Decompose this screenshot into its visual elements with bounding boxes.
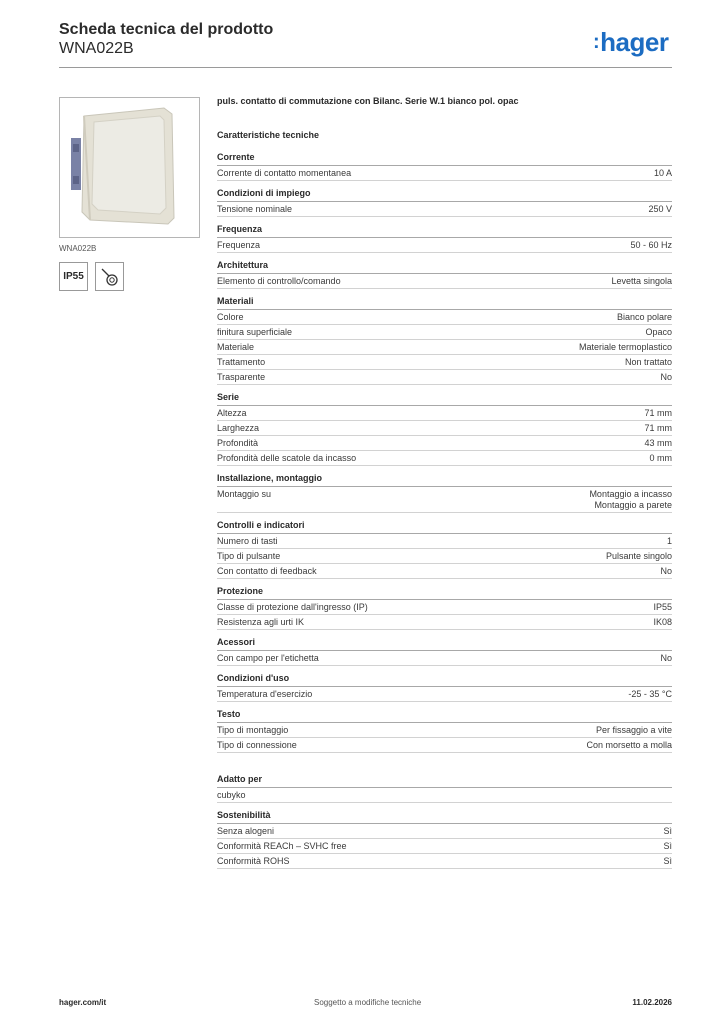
spec-value — [660, 566, 672, 577]
spec-value-line: IK08 — [653, 617, 672, 627]
spec-row — [217, 549, 672, 564]
spec-row — [217, 421, 672, 436]
spec-section — [217, 672, 672, 702]
spec-label: Frequenza — [217, 240, 261, 250]
spec-value — [628, 689, 672, 700]
section-title: Condizioni di impiego — [217, 187, 672, 202]
spec-value-line: 250 V — [648, 204, 672, 214]
spring-terminal-badge — [95, 262, 124, 291]
spec-value — [630, 240, 672, 251]
spec-label: Conformità REACh – SVHC free — [217, 841, 347, 851]
spec-row — [217, 202, 672, 217]
section-title: Frequenza — [217, 223, 672, 238]
spec-row — [217, 310, 672, 325]
spec-value — [589, 489, 672, 511]
footer-note: Soggetto a modifiche tecniche — [314, 998, 422, 1007]
product-code: WNA022B — [59, 40, 134, 57]
spec-label: Temperatura d'esercizio — [217, 689, 313, 699]
spec-sections — [217, 151, 672, 869]
spec-label: Tipo di connessione — [217, 740, 297, 750]
spec-row — [217, 824, 672, 839]
section-title: Installazione, montaggio — [217, 472, 672, 487]
spec-value — [653, 617, 672, 628]
spec-label: Trattamento — [217, 357, 266, 367]
spec-section — [217, 809, 672, 869]
spec-value — [644, 438, 672, 449]
section-title: Controlli e indicatori — [217, 519, 672, 534]
spec-section — [217, 391, 672, 466]
spec-label: cubyko — [217, 790, 246, 800]
product-image-caption: WNA022B — [59, 244, 97, 253]
spec-value-line: -25 - 35 °C — [628, 689, 672, 699]
ip-rating-badge: IP55 — [59, 262, 88, 291]
spec-label: Tipo di pulsante — [217, 551, 281, 561]
spec-section — [217, 708, 672, 753]
spec-value-line: Opaco — [645, 327, 672, 337]
spec-value-line: 71 mm — [644, 423, 672, 433]
tech-specs-heading: Caratteristiche tecniche — [217, 130, 320, 140]
spec-value — [663, 826, 672, 837]
spec-label: Colore — [217, 312, 244, 322]
section-title: Protezione — [217, 585, 672, 600]
spec-value-line: Con morsetto a molla — [586, 740, 672, 750]
spec-label: Trasparente — [217, 372, 266, 382]
spec-value — [650, 453, 673, 464]
spec-label: Con campo per l'etichetta — [217, 653, 319, 663]
spec-value-line: Bianco polare — [616, 312, 672, 322]
spec-row — [217, 839, 672, 854]
spec-row — [217, 340, 672, 355]
spec-label: Classe di protezione dall'ingresso (IP) — [217, 602, 368, 612]
spec-value-line: Non trattato — [624, 357, 672, 367]
section-title: Corrente — [217, 151, 672, 166]
page-title: Scheda tecnica del prodotto — [59, 21, 274, 38]
spec-label: Tensione nominale — [217, 204, 293, 214]
spec-label: Elemento di controllo/comando — [217, 276, 341, 286]
spec-value — [586, 740, 672, 751]
spec-row — [217, 370, 672, 385]
logo-dots-icon: : — [593, 31, 600, 53]
spring-terminal-icon — [98, 265, 122, 289]
spec-value-line: 0 mm — [649, 453, 672, 463]
spec-value — [644, 423, 672, 434]
spec-section — [217, 773, 672, 803]
header-divider — [59, 67, 672, 68]
spec-section — [217, 223, 672, 253]
spec-value-line: 50 - 60 Hz — [630, 240, 672, 250]
spec-value-line: Montaggio a parete — [594, 500, 672, 510]
spec-section — [217, 519, 672, 579]
spec-value-line: No — [660, 372, 672, 382]
spec-value-line: Sì — [663, 841, 672, 851]
spec-label: Corrente di contatto momentanea — [217, 168, 352, 178]
spec-value-line: 43 mm — [644, 438, 672, 448]
spec-value — [645, 327, 672, 338]
spec-row — [217, 723, 672, 738]
spec-label: Larghezza — [217, 423, 260, 433]
spec-row — [217, 651, 672, 666]
section-title: Condizioni d'uso — [217, 672, 672, 687]
spec-value — [611, 276, 672, 287]
spec-value — [606, 551, 672, 562]
logo-text: hager — [600, 27, 669, 57]
section-title: Sostenibilità — [217, 809, 672, 824]
spec-label: Altezza — [217, 408, 247, 418]
spec-value — [644, 408, 672, 419]
spec-row — [217, 325, 672, 340]
hager-logo — [593, 27, 668, 58]
spec-value — [663, 841, 672, 852]
spec-value-line: Sì — [663, 826, 672, 836]
spec-value-line: No — [660, 653, 672, 663]
spec-value-line: Materiale termoplastico — [578, 342, 672, 352]
spec-label: Profondità delle scatole da incasso — [217, 453, 357, 463]
spec-row — [217, 687, 672, 702]
spec-row — [217, 788, 672, 803]
spec-value — [617, 312, 672, 323]
spec-value — [654, 168, 672, 179]
spec-label: Resistenza agli urti IK — [217, 617, 305, 627]
spec-section — [217, 259, 672, 289]
spec-value — [653, 602, 672, 613]
spec-row — [217, 615, 672, 630]
section-title: Adatto per — [217, 773, 672, 788]
spec-row — [217, 166, 672, 181]
spec-section — [217, 295, 672, 385]
spec-value-line: Per fissaggio a vite — [595, 725, 672, 735]
spec-row — [217, 406, 672, 421]
spec-row — [217, 436, 672, 451]
spec-value-line: Montaggio a incasso — [589, 489, 672, 499]
spec-row — [217, 854, 672, 869]
section-title: Materiali — [217, 295, 672, 310]
spec-value — [579, 342, 672, 353]
spec-value-line: IP55 — [653, 602, 672, 612]
spec-value — [648, 204, 672, 215]
spec-value-line: 10 A — [653, 168, 672, 178]
spec-row — [217, 738, 672, 753]
footer-date: 11.02.2026 — [632, 998, 672, 1007]
spec-label: Montaggio su — [217, 489, 272, 499]
spec-content — [217, 95, 672, 869]
footer-website: hager.com/it — [59, 998, 107, 1007]
spec-value — [625, 357, 672, 368]
spec-label: Con contatto di feedback — [217, 566, 317, 576]
spec-label: Numero di tasti — [217, 536, 278, 546]
product-description: puls. contatto di commutazione con Bilanc. Serie W.1 bianco pol. opac — [217, 96, 519, 106]
spec-section — [217, 472, 672, 513]
spec-section — [217, 187, 672, 217]
switch-illustration-icon — [60, 98, 199, 237]
spec-section — [217, 585, 672, 630]
spec-value — [596, 725, 672, 736]
spec-section — [217, 151, 672, 181]
spec-section — [217, 636, 672, 666]
spec-label: Senza alogeni — [217, 826, 275, 836]
spec-label: finitura superficiale — [217, 327, 293, 337]
product-image — [59, 97, 200, 238]
spec-label: Conformità ROHS — [217, 856, 290, 866]
spec-label: Materiale — [217, 342, 255, 352]
spec-row — [217, 600, 672, 615]
spec-row — [217, 534, 672, 549]
spec-label: Tipo di montaggio — [217, 725, 289, 735]
section-title: Testo — [217, 708, 672, 723]
spec-label: Profondità — [217, 438, 259, 448]
spec-value — [660, 372, 672, 383]
spec-value-line: Levetta singola — [611, 276, 672, 286]
spec-value-line: Pulsante singolo — [605, 551, 672, 561]
spec-row — [217, 274, 672, 289]
section-title: Architettura — [217, 259, 672, 274]
spec-row — [217, 238, 672, 253]
section-gap — [217, 753, 672, 767]
spec-row — [217, 451, 672, 466]
spec-value — [663, 856, 672, 867]
section-title: Serie — [217, 391, 672, 406]
spec-value-line: 1 — [666, 536, 672, 546]
spec-value — [667, 536, 672, 547]
spec-value — [660, 653, 672, 664]
spec-row — [217, 355, 672, 370]
spec-row — [217, 564, 672, 579]
spec-value-line: 71 mm — [644, 408, 672, 418]
spec-value-line: Sì — [663, 856, 672, 866]
spec-value-line: No — [660, 566, 672, 576]
spec-row — [217, 487, 672, 513]
section-title: Acessori — [217, 636, 672, 651]
